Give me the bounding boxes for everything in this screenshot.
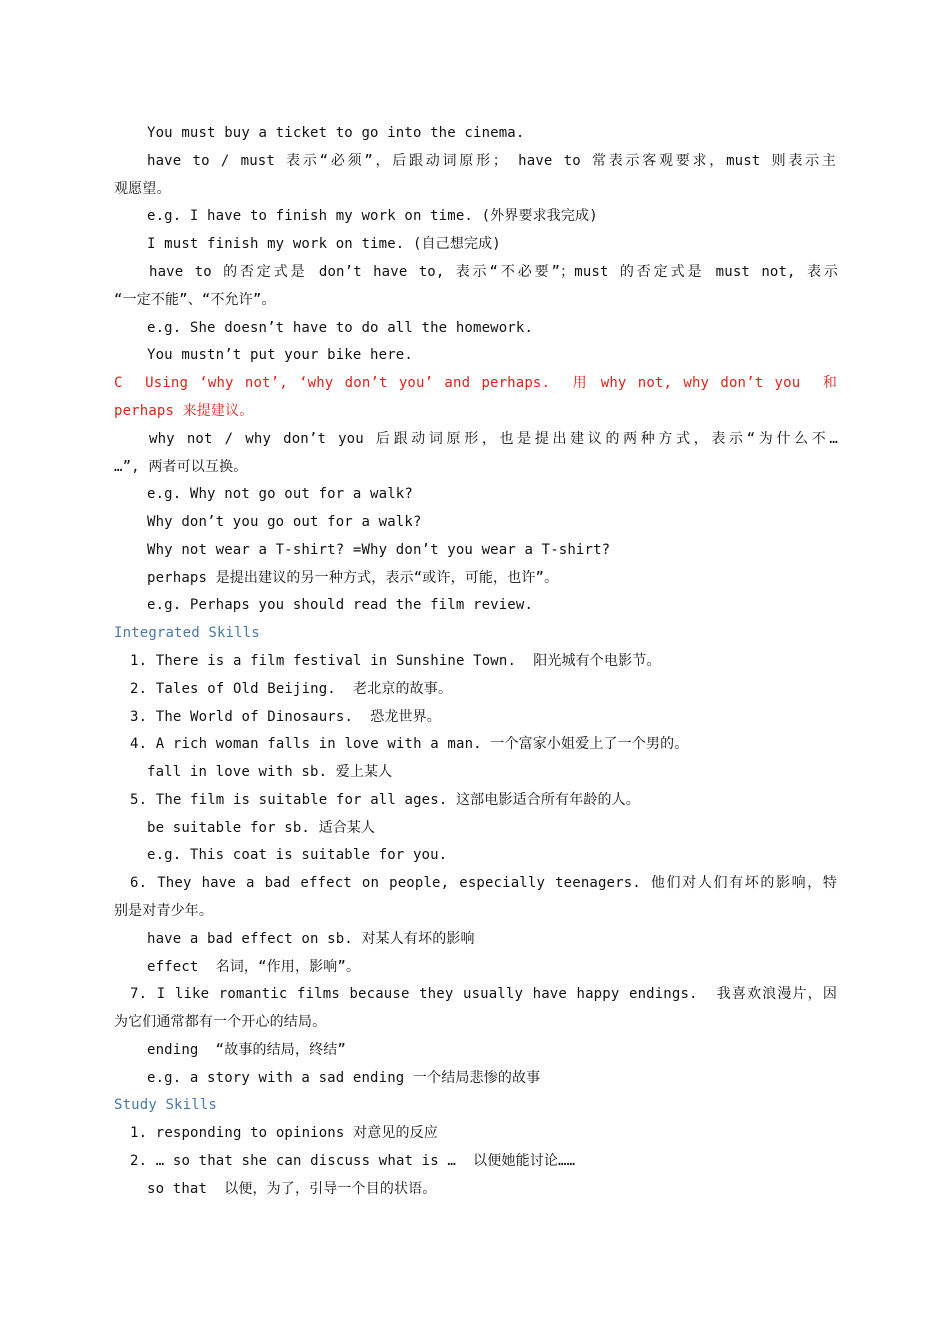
text-line: I must finish my work on time. (自己想完成) xyxy=(147,236,501,252)
text-line: Why don’t you go out for a walk? xyxy=(147,514,422,530)
list-item: 5. The film is suitable for all ages. 这部电影适合所有年龄的人。 xyxy=(130,792,640,808)
text-line: You must buy a ticket to go into the cinema. xyxy=(147,125,525,141)
text-line: 为它们通常都有一个开心的结局。 xyxy=(114,1014,327,1030)
text-line: e.g. Why not go out for a walk? xyxy=(147,486,413,502)
text-line: have a bad effect on sb. 对某人有坏的影响 xyxy=(147,931,475,947)
text-line: e.g. She doesn’t have to do all the homework. xyxy=(147,320,534,336)
list-item: 6. They have a bad effect on people, especially teenagers. 他们对人们有坏的影响，特 xyxy=(130,875,837,891)
section-heading-study-skills: Study Skills xyxy=(114,1097,217,1113)
text-line: effect 名词，“作用，影响”。 xyxy=(147,959,361,975)
section-heading-integrated-skills: Integrated Skills xyxy=(114,625,260,641)
text-line: Why not wear a T-shirt? =Why don’t you wear a T-shirt? xyxy=(147,542,611,558)
list-item: 2. … so that she can discuss what is … 以便她能讨论…… xyxy=(130,1153,576,1169)
list-item: 1. responding to opinions 对意见的反应 xyxy=(130,1125,438,1141)
text-line: why not / why don’t you 后跟动词原形，也是提出建议的两种方式，表示“为什么不… xyxy=(149,431,838,447)
text-line: 别是对青少年。 xyxy=(114,903,214,919)
text-line: e.g. a story with a sad ending 一个结局悲惨的故事 xyxy=(147,1070,541,1086)
text-line: fall in love with sb. 爱上某人 xyxy=(147,764,393,780)
list-item: 1. There is a film festival in Sunshine Town. 阳光城有个电影节。 xyxy=(130,653,661,669)
text-line: e.g. This coat is suitable for you. xyxy=(147,847,448,863)
list-item: 2. Tales of Old Beijing. 老北京的故事。 xyxy=(130,681,453,697)
text-line: e.g. Perhaps you should read the film review. xyxy=(147,597,534,613)
text-line: so that 以便，为了，引导一个目的状语。 xyxy=(147,1181,437,1197)
text-line: e.g. I have to finish my work on time. (外界要求我完成) xyxy=(147,208,598,224)
section-heading-c-cont: perhaps 来提建议。 xyxy=(114,403,254,419)
list-item: 4. A rich woman falls in love with a man. 一个富家小姐爱上了一个男的。 xyxy=(130,736,689,752)
text-line: 观愿望。 xyxy=(114,181,171,197)
section-heading-c: C Using ‘why not’, ‘why don’t you’ and perhaps. 用 why not, why don’t you 和 xyxy=(114,375,837,391)
list-item: 7. I like romantic films because they usually have happy endings. 我喜欢浪漫片，因 xyxy=(130,986,837,1002)
text-line: ending “故事的结局，终结” xyxy=(147,1042,346,1058)
text-line: have to 的否定式是 don’t have to, 表示“不必要”；must 的否定式是 must not, 表示 xyxy=(149,264,838,280)
list-item: 3. The World of Dinosaurs. 恐龙世界。 xyxy=(130,709,441,725)
text-line: “一定不能”、“不允许”。 xyxy=(114,292,276,308)
text-line: be suitable for sb. 适合某人 xyxy=(147,820,376,836)
text-line: You mustn’t put your bike here. xyxy=(147,347,413,363)
text-line: perhaps 是提出建议的另一种方式，表示“或许，可能，也许”。 xyxy=(147,570,559,586)
text-line: have to / must 表示“必须”，后跟动词原形； have to 常表示客观要求，must 则表示主 xyxy=(147,153,836,169)
text-line: …”, 两者可以互换。 xyxy=(114,459,248,475)
